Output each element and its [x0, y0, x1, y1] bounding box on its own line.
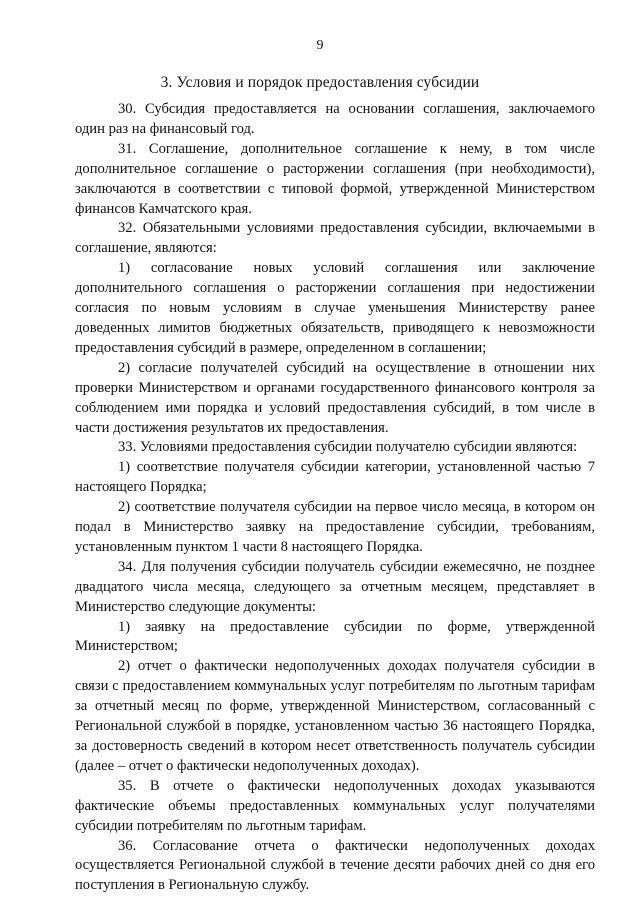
paragraph-34-item-1: 1) заявку на предоставление субсидии по форме, утвержденной Министерством; [75, 618, 595, 655]
paragraph-31: 31. Соглашение, дополнительное соглашение к нему, в том числе дополнительное соглашение о расторжении соглашения (при необходимости), заключаются в соответствии с типовой формой, утвержденной Министерством финансов Камчатского края. [75, 140, 595, 217]
paragraph-34: 34. Для получения субсидии получатель субсидии ежемесячно, не позднее двадцатого числа месяца, следующего за отчетным месяцем, представляет в Министерство следующие документы: [75, 558, 595, 615]
paragraph-32-item-2: 2) согласие получателей субсидий на осуществление в отношении них проверки Министерством и органами государственного финансового контроля за соблюдением ими порядка и условий предоставления субсидий, в том числе в части достижения результатов их предоставления. [75, 359, 595, 436]
paragraph-34-item-2: 2) отчет о фактически недополученных доходах получателя субсидии в связи с предоставлением коммунальных услуг потребителям по льготным тарифам за отчетный месяц по форме, утвержденной Министерством, согласованный с Региональной службой в порядке, установленном частью 36 настоящего Порядка, за достоверность сведений в котором несет ответственность получатель субсидии (далее – отчет о фактически недополученных доходах). [75, 658, 595, 774]
paragraph-33-item-1: 1) соответствие получателя субсидии категории, установленной частью 7 настоящего Порядка; [75, 459, 595, 496]
paragraph-32-item-1: 1) согласование новых условий соглашения или заключение дополнительного соглашения о расторжении соглашения при недостижении согласия по новым условиям в случае уменьшения Министерству ранее доведенных лимитов бюджетных обязательств, приводящего к невозможности предоставления субсидий в размере, определенном в соглашении; [75, 260, 595, 356]
paragraph-30: 30. Субсидия предоставляется на основании соглашения, заключаемого один раз на финансовый год. [75, 101, 595, 137]
paragraph-33-item-2: 2) соответствие получателя субсидии на первое число месяца, в котором он подал в Министерство заявку на предоставление субсидии, требованиям, установленным пунктом 1 части 8 настоящего Порядка. [75, 499, 595, 555]
page-number: 9 [316, 38, 324, 53]
paragraph-35: 35. В отчете о фактически недополученных доходах указываются фактические объемы предоставленных коммунальных услуг получателями субсидии потребителям по льготным тарифам. [75, 777, 595, 834]
document-body [75, 100, 595, 896]
paragraph-32: 32. Обязательными условиями предоставления субсидии, включаемыми в соглашение, являются: [75, 220, 595, 257]
section-title: 3. Условия и порядок предоставления субсидии [160, 74, 480, 91]
paragraph-33: 33. Условиями предоставления субсидии получателю субсидии являются: [118, 439, 578, 456]
paragraph-36: 36. Согласование отчета о фактически недополученных доходах осуществляется Региональной службой в течение десяти рабочих дней со дня его поступления в Региональную службу. [75, 837, 595, 894]
